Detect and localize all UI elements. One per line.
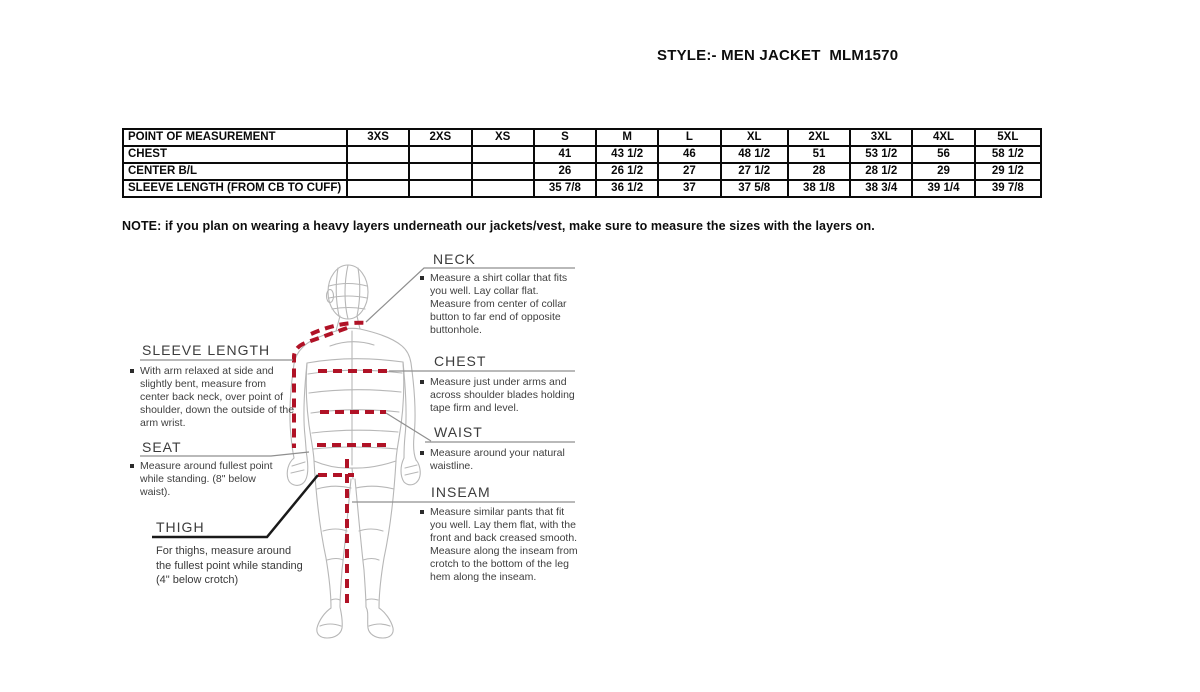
- col-header-size-2xs: 2XS: [409, 129, 471, 146]
- waist-description: Measure around your natural waistline.: [420, 447, 570, 473]
- size-value-cell: [347, 146, 409, 163]
- col-header-size-3xs: 3XS: [347, 129, 409, 146]
- neck-measure-line: [311, 323, 367, 334]
- size-value-cell: [347, 180, 409, 197]
- size-value-cell: [472, 163, 534, 180]
- waist-label: WAIST: [434, 424, 483, 440]
- size-value-cell: 37 5/8: [721, 180, 788, 197]
- size-value-cell: 41: [534, 146, 596, 163]
- chest-description: Measure just under arms and across shoulder blades holding tape firm and level.: [420, 376, 580, 415]
- size-value-cell: 38 1/8: [788, 180, 850, 197]
- inseam-description: Measure similar pants that fit you well. Lay them flat, with the front and back creased smooth. Measure along the inseam from crotch to the bottom of the leg hem along the inseam.: [420, 506, 582, 584]
- chest-label: CHEST: [434, 353, 487, 369]
- bullet-icon: [420, 451, 424, 455]
- bullet-icon: [130, 369, 134, 373]
- measurement-row: [123, 163, 1041, 180]
- bullet-icon: [130, 464, 134, 468]
- col-header-size-xs: XS: [472, 129, 534, 146]
- col-header-size-2xl: 2XL: [788, 129, 850, 146]
- neck-label: NECK: [433, 251, 476, 267]
- size-value-cell: 28: [788, 163, 850, 180]
- size-value-cell: 29: [912, 163, 974, 180]
- col-header-size-3xl: 3XL: [850, 129, 912, 146]
- col-header-point-of-measurement: POINT OF MEASUREMENT: [123, 129, 347, 146]
- size-value-cell: 26 1/2: [596, 163, 658, 180]
- inseam-label: INSEAM: [431, 484, 491, 500]
- seat-label: SEAT: [142, 439, 182, 455]
- col-header-size-s: S: [534, 129, 596, 146]
- size-value-cell: 26: [534, 163, 596, 180]
- size-value-cell: 51: [788, 146, 850, 163]
- col-header-size-l: L: [658, 129, 720, 146]
- size-value-cell: 58 1/2: [975, 146, 1041, 163]
- neck-description: Measure a shirt collar that fits you well. Lay collar flat. Measure from center of collar button to far end of opposite buttonhole.: [420, 272, 580, 337]
- col-header-size-m: M: [596, 129, 658, 146]
- bullet-icon: [420, 510, 424, 514]
- size-value-cell: 37: [658, 180, 720, 197]
- sleeve-measure-line: [294, 328, 347, 448]
- size-value-cell: 27: [658, 163, 720, 180]
- size-chart-header-row: [123, 129, 1041, 146]
- size-value-cell: 29 1/2: [975, 163, 1041, 180]
- sleeve-length-label: SLEEVE LENGTH: [142, 342, 271, 358]
- row-label: SLEEVE LENGTH (FROM CB TO CUFF): [123, 180, 347, 197]
- bullet-icon: [420, 380, 424, 384]
- size-value-cell: [472, 146, 534, 163]
- sleeve-length-description: With arm relaxed at side and slightly bent, measure from center back neck, over point of shoulder, down the outside of the arm wrist.: [130, 365, 295, 430]
- size-value-cell: [347, 163, 409, 180]
- body-wireframe-figure: [287, 265, 420, 638]
- seat-description: Measure around fullest point while standing. (8" below waist).: [130, 460, 280, 499]
- size-value-cell: 27 1/2: [721, 163, 788, 180]
- page-title: STYLE:- MEN JACKET MLM1570: [657, 47, 899, 64]
- size-value-cell: [472, 180, 534, 197]
- size-value-cell: 46: [658, 146, 720, 163]
- row-label: CENTER B/L: [123, 163, 347, 180]
- size-value-cell: 56: [912, 146, 974, 163]
- size-value-cell: 48 1/2: [721, 146, 788, 163]
- size-value-cell: 38 3/4: [850, 180, 912, 197]
- note-text: NOTE: if you plan on wearing a heavy layers underneath our jackets/vest, make sure to measure the sizes with the layers on.: [122, 219, 875, 233]
- thigh-label: THIGH: [156, 519, 205, 535]
- row-label: CHEST: [123, 146, 347, 163]
- size-value-cell: 35 7/8: [534, 180, 596, 197]
- bullet-icon: [420, 276, 424, 280]
- size-value-cell: 39 7/8: [975, 180, 1041, 197]
- size-value-cell: 43 1/2: [596, 146, 658, 163]
- measurement-row: [123, 180, 1041, 197]
- size-value-cell: 36 1/2: [596, 180, 658, 197]
- size-chart-table: [122, 128, 1042, 198]
- col-header-size-xl: XL: [721, 129, 788, 146]
- col-header-size-5xl: 5XL: [975, 129, 1041, 146]
- measurement-row: [123, 146, 1041, 163]
- col-header-size-4xl: 4XL: [912, 129, 974, 146]
- thigh-description: For thighs, measure around the fullest point while standing (4" below crotch): [156, 545, 303, 586]
- size-value-cell: 28 1/2: [850, 163, 912, 180]
- size-value-cell: [409, 163, 471, 180]
- size-value-cell: 53 1/2: [850, 146, 912, 163]
- size-value-cell: 39 1/4: [912, 180, 974, 197]
- size-value-cell: [409, 146, 471, 163]
- size-value-cell: [409, 180, 471, 197]
